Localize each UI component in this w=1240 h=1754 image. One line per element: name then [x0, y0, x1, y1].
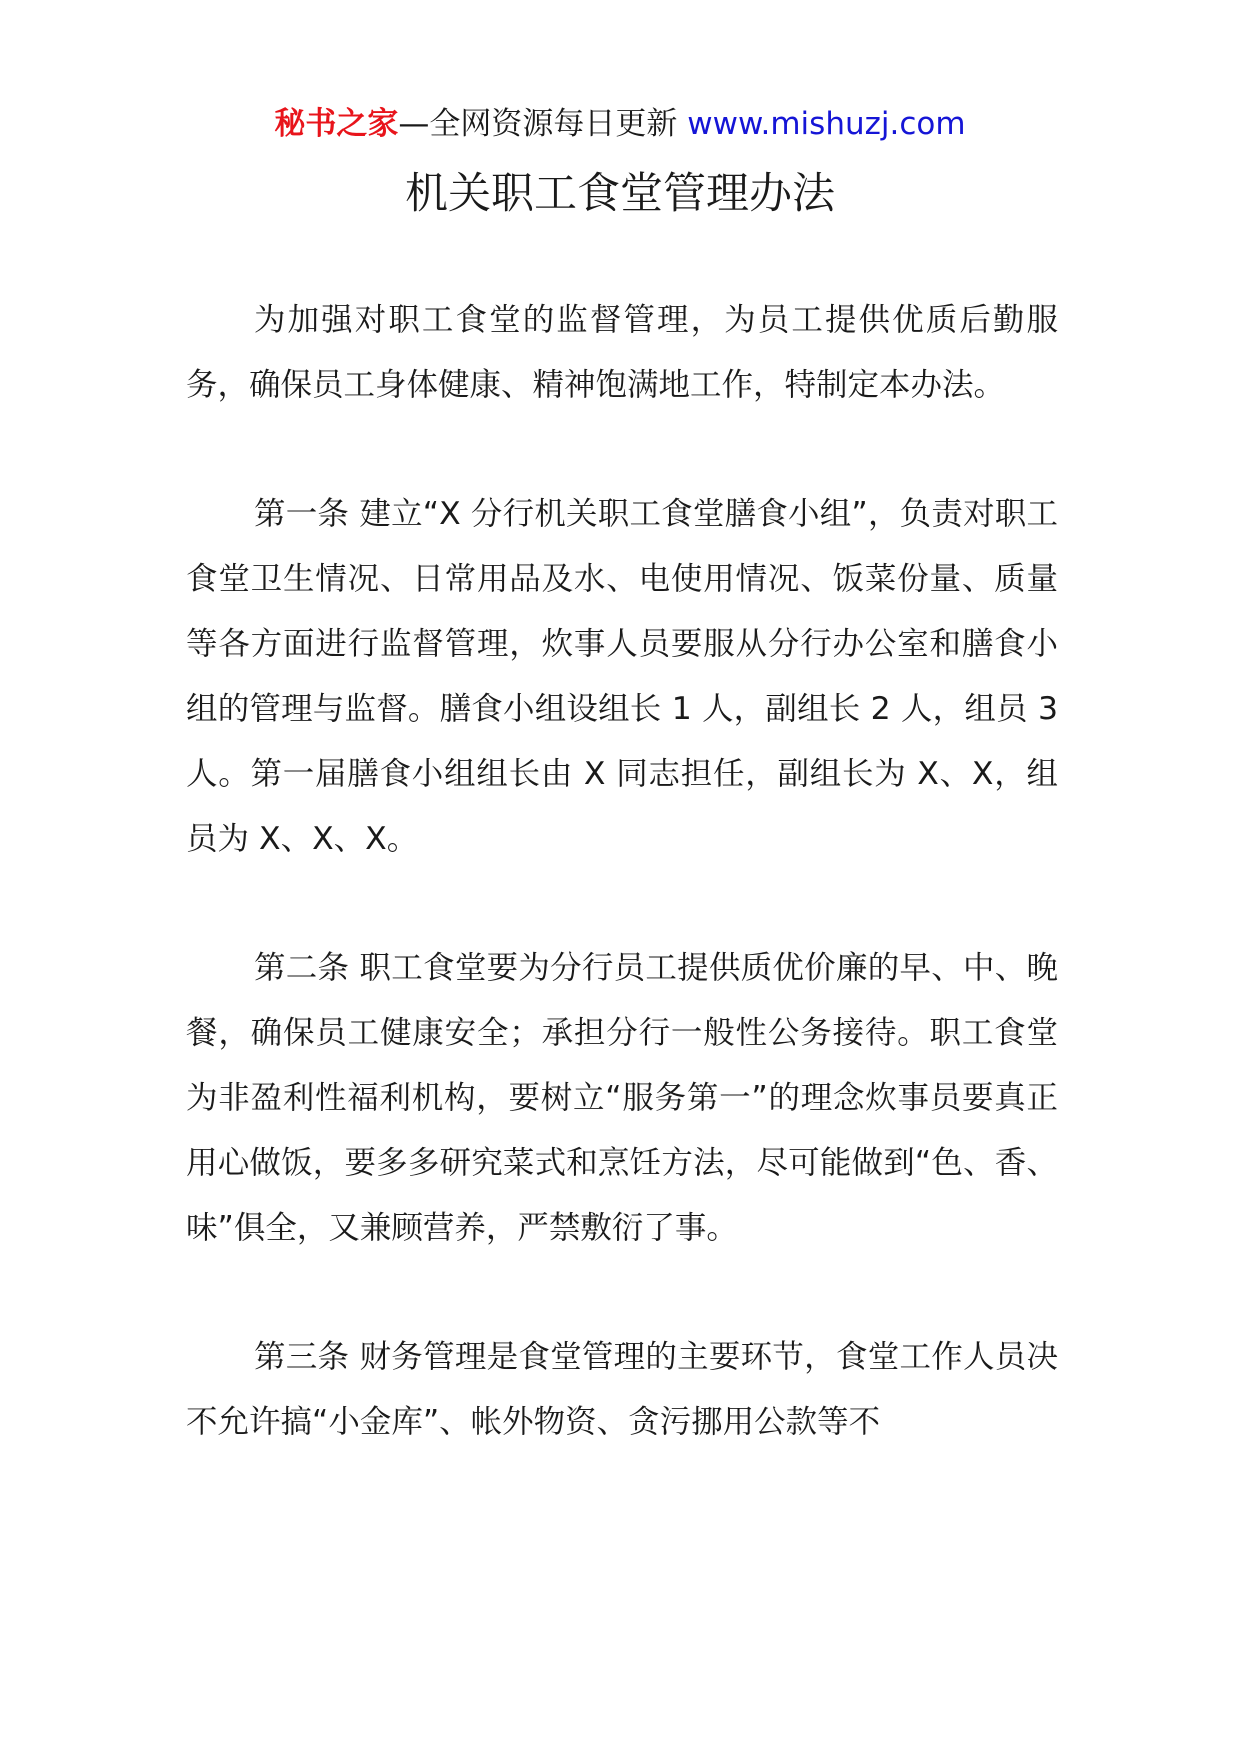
brand-name: 秘书之家	[274, 106, 399, 142]
document-body	[186, 288, 1058, 1519]
paragraph-article-2: 第二条 职工食堂要为分行员工提供质优价廉的早、中、晚餐，确保员工健康安全；承担分行一般性公务接待。职工食堂为非盈利性福利机构，要树立“服务第一”的理念炊事员要真正用心做饭，要多多研究菜式和烹饪方法，尽可能做到“色、香、味”俱全，又兼顾营养，严禁敷衍了事。	[186, 950, 1058, 1246]
site-header	[0, 102, 1240, 146]
paragraph-article-3: 第三条 财务管理是食堂管理的主要环节，食堂工作人员决不允许搞“小金库”、帐外物资、贪污挪用公款等不	[186, 1339, 1058, 1440]
paragraph-intro: 为加强对职工食堂的监督管理，为员工提供优质后勤服务，确保员工身体健康、精神饱满地工作，特制定本办法。	[186, 302, 1058, 403]
paragraph-article-1: 第一条 建立“X 分行机关职工食堂膳食小组”，负责对职工食堂卫生情况、日常用品及水、电使用情况、饭菜份量、质量等各方面进行监督管理，炊事人员要服从分行办公室和膳食小组的管理与监督。膳食小组设组长 1 人，副组长 2 人，组员 3 人。第一届膳食小组组长由 X 同志担任，副组长为 X、X，组员为 X、X、X。	[186, 496, 1058, 857]
site-url-link[interactable]: www.mishuzj.com	[687, 106, 966, 142]
header-tagline: —全网资源每日更新	[398, 106, 678, 142]
page-title: 机关职工食堂管理办法	[405, 169, 835, 219]
